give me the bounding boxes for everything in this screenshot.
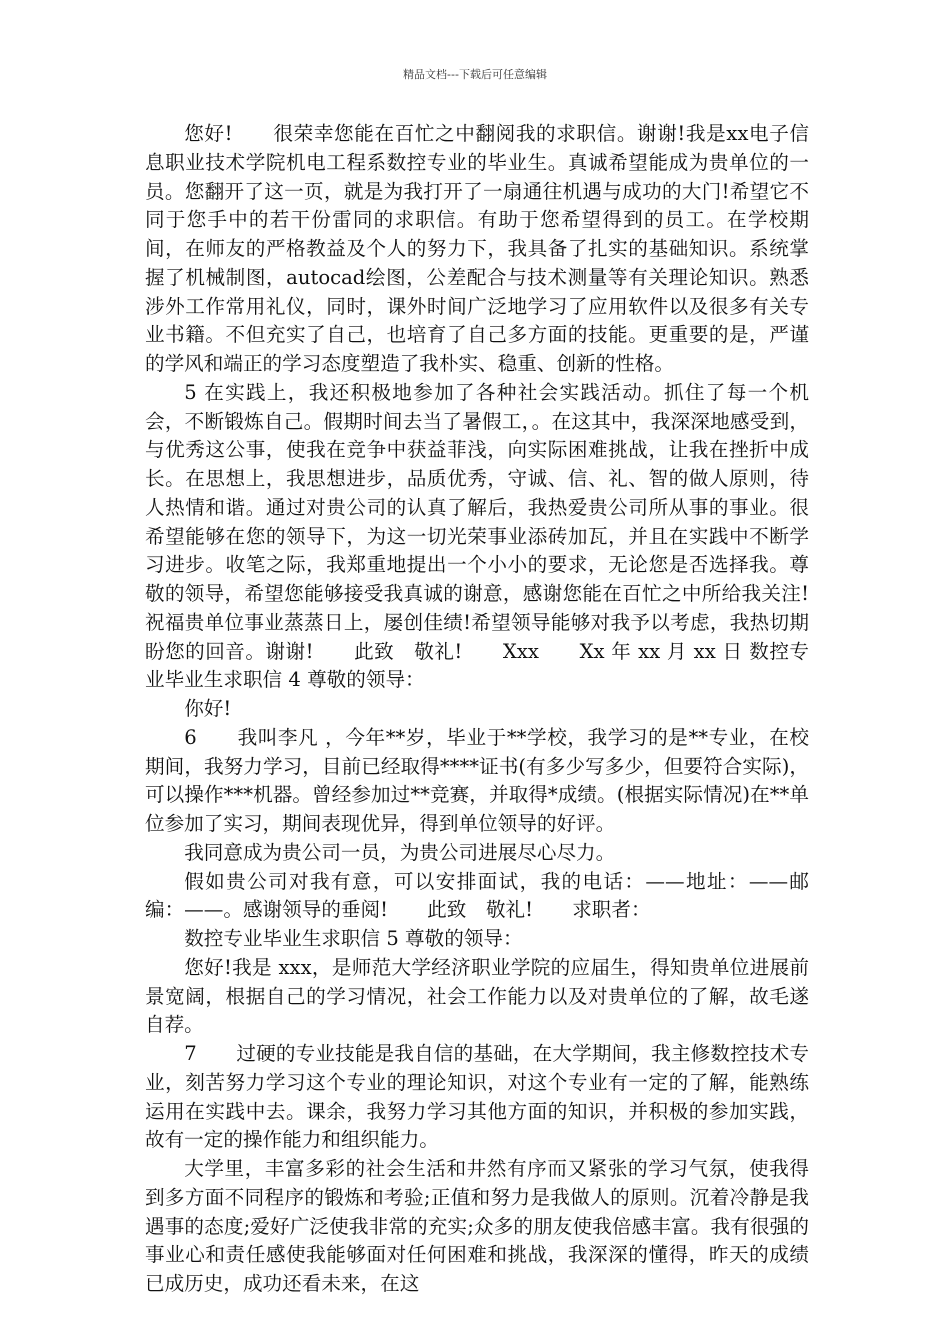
paragraph: 6 我叫李凡 ，今年**岁，毕业于**学校，我学习的是**专业，在校期间，我努力学习，目前已经取得****证书(有多少写多少，但要符合实际)，可以操作***机器。曾经参加过**竞赛，并取得*成绩。(根据实际情况)在**单位参加了实习，期间表现优异，得到单位领导的好评。	[145, 725, 809, 835]
paragraph: 你好!	[184, 697, 232, 720]
paragraph: 大学里，丰富多彩的社会生活和井然有序而又紧张的学习气氛，使我得到多方面不同程序的锻炼和考验;正值和努力是我做人的原则。沉着冷静是我遇事的态度;爱好广泛使我非常的充实;众多的朋友使我倍感丰富。我有很强的事业心和责任感使我能够面对任何困难和挑战，我深深的懂得，昨天的成绩已成历史，成功还看未来，在这	[145, 1157, 809, 1295]
paragraph: 5 在实践上，我还积极地参加了各种社会实践活动。抓住了每一个机会，不断锻炼自己。假期时间去当了暑假工，。在这其中，我深深地感受到，与优秀这公事，使我在竞争中获益菲浅，向实际困难挑战，让我在挫折中成长。在思想上，我思想进步，品质优秀，守诚、信、礼、智的做人原则，待人热情和谐。通过对贵公司的认真了解后，我热爱贵公司所从事的事业。很希望能够在您的领导下，为这一切光荣事业添砖加瓦，并且在实践中不断学习进步。收笔之际，我郑重地提出一个小小的要求，无论您是否选择我。尊敬的领导，希望您能够接受我真诚的谢意，感谢您能在百忙之中所给我关注!祝福贵单位事业蒸蒸日上，屡创佳绩!希望领导能够对我予以考虑，我热切期盼您的回音。谢谢! 此致 敬礼! Xxx Xx 年 xx 月 xx 日 数控专业毕业生求职信 4 尊敬的领导：	[145, 380, 809, 692]
paragraph: 7 过硬的专业技能是我自信的基础，在大学期间，我主修数控技术专业，刻苦努力学习这个专业的理论知识，对这个专业有一定的了解，能熟练运用在实践中去。课余，我努力学习其他方面的知识，并积极的参加实践，故有一定的操作能力和组织能力。	[145, 1042, 809, 1152]
paragraph: 您好! 很荣幸您能在百忙之中翻阅我的求职信。谢谢!我是xx电子信息职业技术学院机电工程系数控专业的毕业生。真诚希望能成为贵单位的一员。您翻开了这一页，就是为我打开了一扇通往机遇与成功的大门!希望它不同于您手中的若干份雷同的求职信。有助于您希望得到的员工。在学校期间，在师友的严格教益及个人的努力下，我具备了扎实的基础知识。系统掌握了机械制图，autocad绘图，公差配合与技术测量等有关理论知识。熟悉涉外工作常用礼仪，同时，课外时间广泛地学习了应用软件以及很多有关专业书籍。不但充实了自己，也培育了自己多方面的技能。更重要的是，严谨的学风和端正的学习态度塑造了我朴实、稳重、创新的性格。	[145, 122, 809, 375]
letter-body	[145, 120, 809, 1299]
paragraph: 数控专业毕业生求职信 5 尊敬的领导：	[184, 927, 523, 950]
paragraph: 您好!我是 xxx，是师范大学经济职业学院的应届生，得知贵单位进展前景宽阔，根据自己的学习情况，社会工作能力以及对贵单位的了解，故毛遂自荐。	[145, 955, 809, 1037]
paragraph: 我同意成为贵公司一员，为贵公司进展尽心尽力。	[184, 840, 616, 864]
page-header: 精品文档---下载后可任意编辑	[403, 68, 547, 81]
paragraph: 假如贵公司对我有意，可以安排面试，我的电话：——地址：——邮编：——。感谢领导的垂阅! 此致 敬礼! 求职者：	[145, 869, 809, 922]
